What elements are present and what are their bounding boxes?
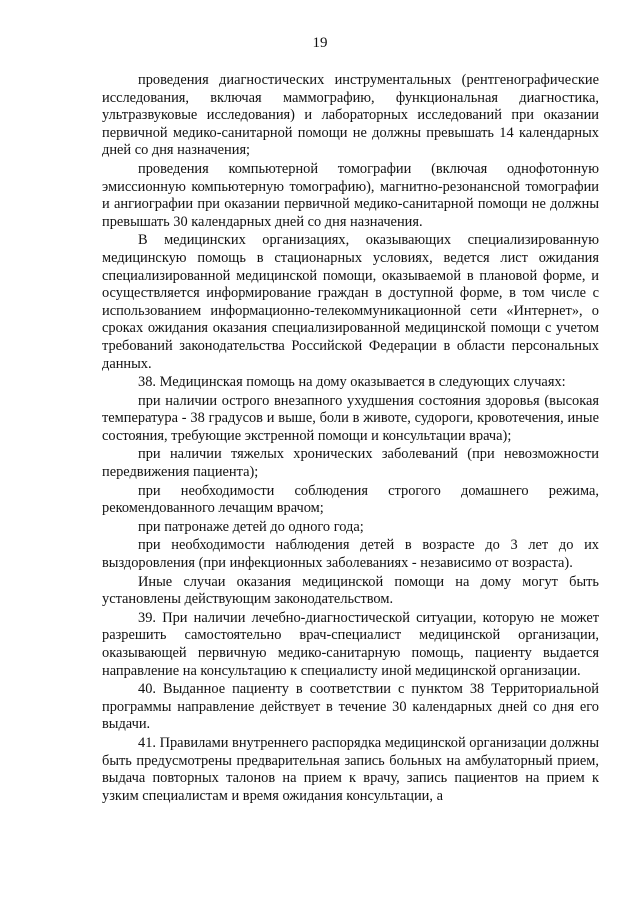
page-number: 19 [312,35,328,51]
paragraph-39-referral: 39. При наличии лечебно-диагностической ситуации, которую не может разрешить самостоятельно врач-специалист медицинской организации, оказывающей первичную медико-санитарную помощь, пациенту выдается направление на консультацию к специалисту иной медицинской организации. [102,609,599,679]
paragraph-home-regime: при необходимости соблюдения строгого домашнего режима, рекомендованного лечащим врачом; [102,482,599,517]
paragraph-waiting-list: В медицинских организациях, оказывающих специализированную медицинскую помощь в стационарных условиях, ведется лист ожидания специализированной медицинской помощи, оказываемой в плановой форме, и осуществляется информирование граждан в доступной форме, в том числе с использованием информационно-телекоммуникационной сети «Интернет», о сроках ожидания оказания специализированной медицинской помощи с учетом требований законодательства Российской Федерации в области персональных данных. [102,232,599,372]
paragraph-child-observation: при необходимости наблюдения детей в возрасте до 3 лет до их выздоровления (при инфекционных заболеваниях - независимо от возраста). [102,537,599,572]
paragraph-chronic-diseases: при наличии тяжелых хронических заболеваний (при невозможности передвижения пациента); [102,446,599,481]
paragraph-other-cases: Иные случаи оказания медицинской помощи на дому могут быть установлены действующим законодательством. [102,573,599,608]
paragraph-instrumental-diagnostics: проведения диагностических инструментальных (рентгенографические исследования, включая маммографию, функциональная диагностика, ультразвуковые исследования) и лабораторных исследований при оказании первичной медико-санитарной помощи не должны превышать 14 календарных дней со дня назначения; [102,72,599,159]
paragraph-40-referral-validity: 40. Выданное пациенту в соответствии с пунктом 38 Территориальной программы направление действует в течение 30 календарных дней со дня его выдачи. [102,681,599,733]
paragraph-infant-patronage: при патронаже детей до одного года; [138,518,364,535]
paragraph-computed-tomography: проведения компьютерной томографии (включая однофотонную эмиссионную компьютерную томографию), магнитно-резонансной томографии и ангиографии при оказании первичной медико-санитарной помощи не должны превышать 30 календарных дней со дня назначения. [102,160,599,230]
document-body [102,72,599,805]
paragraph-41-internal-rules: 41. Правилами внутреннего распорядка медицинской организации должны быть предусмотрены предварительная запись больных на амбулаторный прием, выдача повторных талонов на прием к врачу, запись пациентов на прием к узким специалистам и время ожидания консультации, а [102,734,599,804]
paragraph-acute-deterioration: при наличии острого внезапного ухудшения состояния здоровья (высокая температура - 38 градусов и выше, боли в животе, судороги, кровотечения, иные состояния, требующие экстренной помощи и консультации врача); [102,392,599,444]
paragraph-38-home-care: 38. Медицинская помощь на дому оказывается в следующих случаях: [138,374,566,391]
